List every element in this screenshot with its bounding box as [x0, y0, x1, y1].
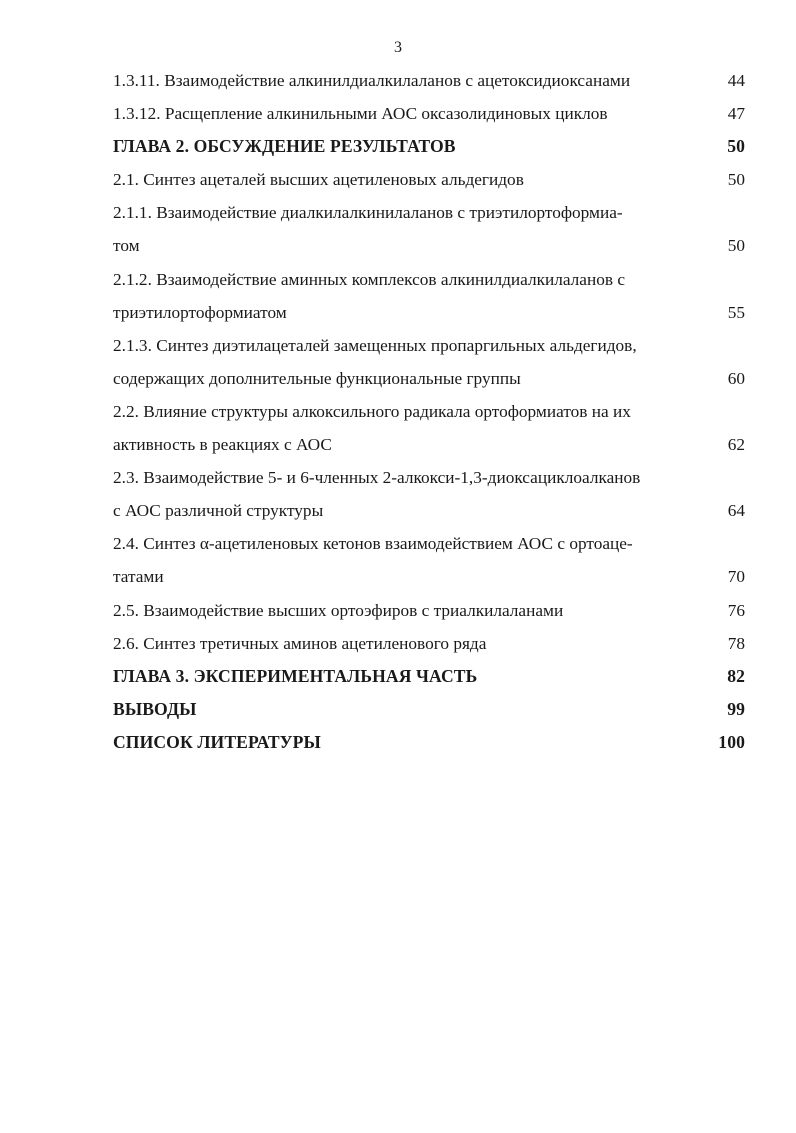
- toc-entry: [113, 494, 745, 527]
- toc-entry-page: 50: [727, 170, 745, 190]
- toc-entry: [113, 329, 745, 362]
- toc-entry-page: 76: [727, 600, 745, 620]
- toc-entry: [113, 196, 745, 229]
- toc-entry-title: ГЛАВА 3. ЭКСПЕРИМЕНТАЛЬНАЯ ЧАСТЬ: [113, 665, 478, 686]
- toc-entry: [113, 395, 745, 428]
- toc-entry-page: 82: [727, 665, 745, 686]
- toc-entry-title: 1.3.11. Взаимодействие алкинилдиалкилаланов с ацетоксидиоксанами: [113, 71, 631, 90]
- toc-entry-page: 70: [727, 567, 745, 587]
- toc-entry: [113, 527, 745, 560]
- toc-heading: [113, 130, 745, 163]
- toc-entry-title: содержащих дополнительные функциональные группы: [113, 368, 521, 388]
- toc-entry-page: 60: [727, 368, 745, 388]
- toc-entry: [113, 627, 745, 660]
- toc-entry: [113, 560, 745, 593]
- toc-entry-page: 62: [727, 435, 745, 455]
- toc-entry-title: 2.4. Синтез α-ацетиленовых кетонов взаимодействием АОС с ортоаце-: [113, 534, 633, 554]
- toc-entry-title: 2.1.3. Синтез диэтилацеталей замещенных пропаргильных альдегидов,: [113, 335, 637, 355]
- toc-entry: [113, 296, 745, 329]
- toc-entry: [113, 263, 745, 296]
- toc-entry-page: 50: [727, 136, 745, 157]
- toc-entry-title: 2.3. Взаимодействие 5- и 6-членных 2-алкокси-1,3-диоксациклоалканов: [113, 468, 641, 488]
- toc-heading: [113, 660, 745, 693]
- toc-entry-title: активность в реакциях с АОС: [113, 435, 332, 455]
- toc-entry-title: том: [113, 236, 140, 256]
- toc-entry-page: 44: [727, 71, 745, 90]
- toc-entry: [113, 362, 745, 395]
- toc-entry-title: СПИСОК ЛИТЕРАТУРЫ: [113, 731, 321, 752]
- toc-entry-title: 2.6. Синтез третичных аминов ацетиленового ряда: [113, 633, 487, 653]
- toc-entry-title: с АОС различной структуры: [113, 501, 324, 521]
- toc-entry-page: 47: [727, 104, 745, 124]
- toc-entry-page: 55: [727, 302, 745, 322]
- toc-entry-title: ВЫВОДЫ: [113, 698, 197, 719]
- toc-entry-title: татами: [113, 567, 164, 587]
- toc-entry-title: 2.1.2. Взаимодействие аминных комплексов алкинилдиалкилаланов с: [113, 269, 625, 289]
- toc-entry: [113, 594, 745, 627]
- toc-entry-title: 2.5. Взаимодействие высших ортоэфиров с триалкилаланами: [113, 600, 564, 620]
- toc-entry: [113, 163, 745, 196]
- toc-entry-page: 99: [727, 698, 745, 719]
- toc-entry: [113, 229, 745, 262]
- page-number: 3: [394, 39, 402, 56]
- toc-entry-page: 78: [727, 633, 745, 653]
- toc-entry: [113, 97, 745, 130]
- toc-entry-title: триэтилортоформиатом: [113, 302, 287, 322]
- toc-entry-title: 2.1. Синтез ацеталей высших ацетиленовых альдегидов: [113, 170, 524, 190]
- toc-entry-page: 50: [727, 236, 745, 256]
- toc-entry-title: 2.1.1. Взаимодействие диалкилалкинилаланов с триэтилортоформиа-: [113, 203, 623, 223]
- toc-heading: [113, 693, 745, 726]
- toc-entry-title: ГЛАВА 2. ОБСУЖДЕНИЕ РЕЗУЛЬТАТОВ: [113, 136, 456, 157]
- toc-entry: [113, 461, 745, 494]
- toc-entry-title: 1.3.12. Расщепление алкинильными АОС оксазолидиновых циклов: [113, 104, 608, 124]
- table-of-contents: [113, 64, 745, 759]
- toc-entry: [113, 64, 745, 97]
- toc-entry: [113, 428, 745, 461]
- toc-entry-page: 100: [718, 731, 745, 752]
- toc-entry-title: 2.2. Влияние структуры алкоксильного радикала ортоформиатов на их: [113, 401, 631, 421]
- toc-heading: [113, 726, 745, 759]
- toc-entry-page: 64: [727, 501, 745, 521]
